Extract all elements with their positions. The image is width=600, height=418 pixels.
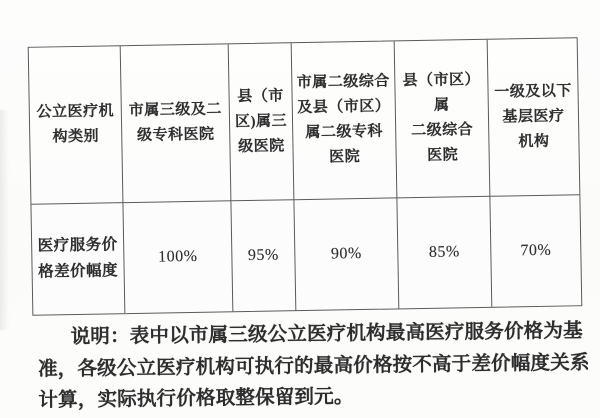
value-cell-100: 100% <box>123 201 233 313</box>
column-header-county-tier2-general: 县（市区）属 二级综合 医院 <box>395 40 491 199</box>
price-difference-table <box>28 37 583 316</box>
column-header-city-tier3: 市属三级及二 级专科医院 <box>121 44 232 203</box>
value-cell-95: 95% <box>231 200 296 311</box>
value-cell-70: 70% <box>520 241 552 260</box>
column-header-city-tier2-general: 市属二级综合 及县（市区） 属二级专科 医院 <box>292 41 398 200</box>
column-header-county-tier3: 县（市 区)属三 级医院 <box>229 43 295 201</box>
column-header-tier1-basic: 一级及以下 基层医疗 机构 <box>488 38 580 197</box>
table-corner-header: 公立医疗机 构类别 <box>29 46 124 205</box>
explanation-note: 说明：表中以市属三级公立医疗机构最高医疗服务价格为基 准，各级公立医疗机构可执行的最高价格按不高于差价幅度关系 计算，实际执行价格取整保留到元。 <box>37 320 590 412</box>
table-row-label: 医疗服务价 格差价幅度 <box>31 203 125 315</box>
value-cell-85: 85% <box>397 197 492 309</box>
value-cell-90: 90% <box>294 198 399 310</box>
scan-edge-shading <box>0 110 9 330</box>
